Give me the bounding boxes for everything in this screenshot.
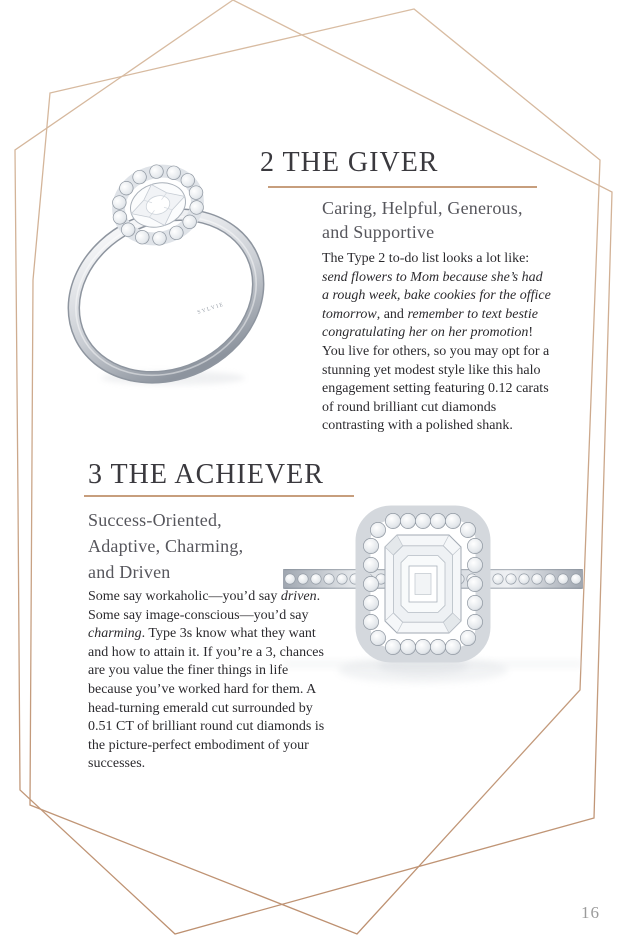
subtitle-line: Success-Oriented, <box>88 510 222 530</box>
section-heading: 3 THE ACHIEVER <box>88 459 324 490</box>
halo-head <box>101 153 214 256</box>
page-number: 16 <box>581 903 600 922</box>
band-engraving: SYLVIE <box>196 301 226 316</box>
section-subtitle <box>88 507 243 585</box>
subtitle-line: Caring, Helpful, Generous, <box>322 198 523 218</box>
emerald-center-stone <box>385 535 461 633</box>
section-rule <box>268 186 537 188</box>
section-subtitle <box>322 196 523 244</box>
oval-halo-ring-image <box>48 146 310 390</box>
section-heading: 2 THE GIVER <box>260 147 439 178</box>
subtitle-line: and Driven <box>88 562 171 582</box>
subtitle-line: and Supportive <box>322 222 435 242</box>
section-body: The Type 2 to-do list looks a lot like: send flowers to Mom because she’s had a rough week, bake cookies for the office tomorrow, and remember to text bestie congratulating her on her promotion! You live for others, so you may opt for a stunning yet modest style like this halo engagement setting featuring 0.12 carats of round brilliant cut diamonds contrasting with a polished shank. <box>322 251 551 434</box>
emerald-halo-ring-image <box>283 488 583 703</box>
section-body: Some say workaholic—you’d say driven. Some say image-conscious—you’d say charming. Type 3s know what they want and how to attain it. If you’re a 3, chances are you value the finer things in life because you’ve worked hard for them. A head-turning emerald cut surrounded by 0.51 CT of brilliant round cut diamonds is the picture-perfect embodiment of your successes. <box>88 589 325 772</box>
subtitle-line: Adaptive, Charming, <box>88 536 244 556</box>
